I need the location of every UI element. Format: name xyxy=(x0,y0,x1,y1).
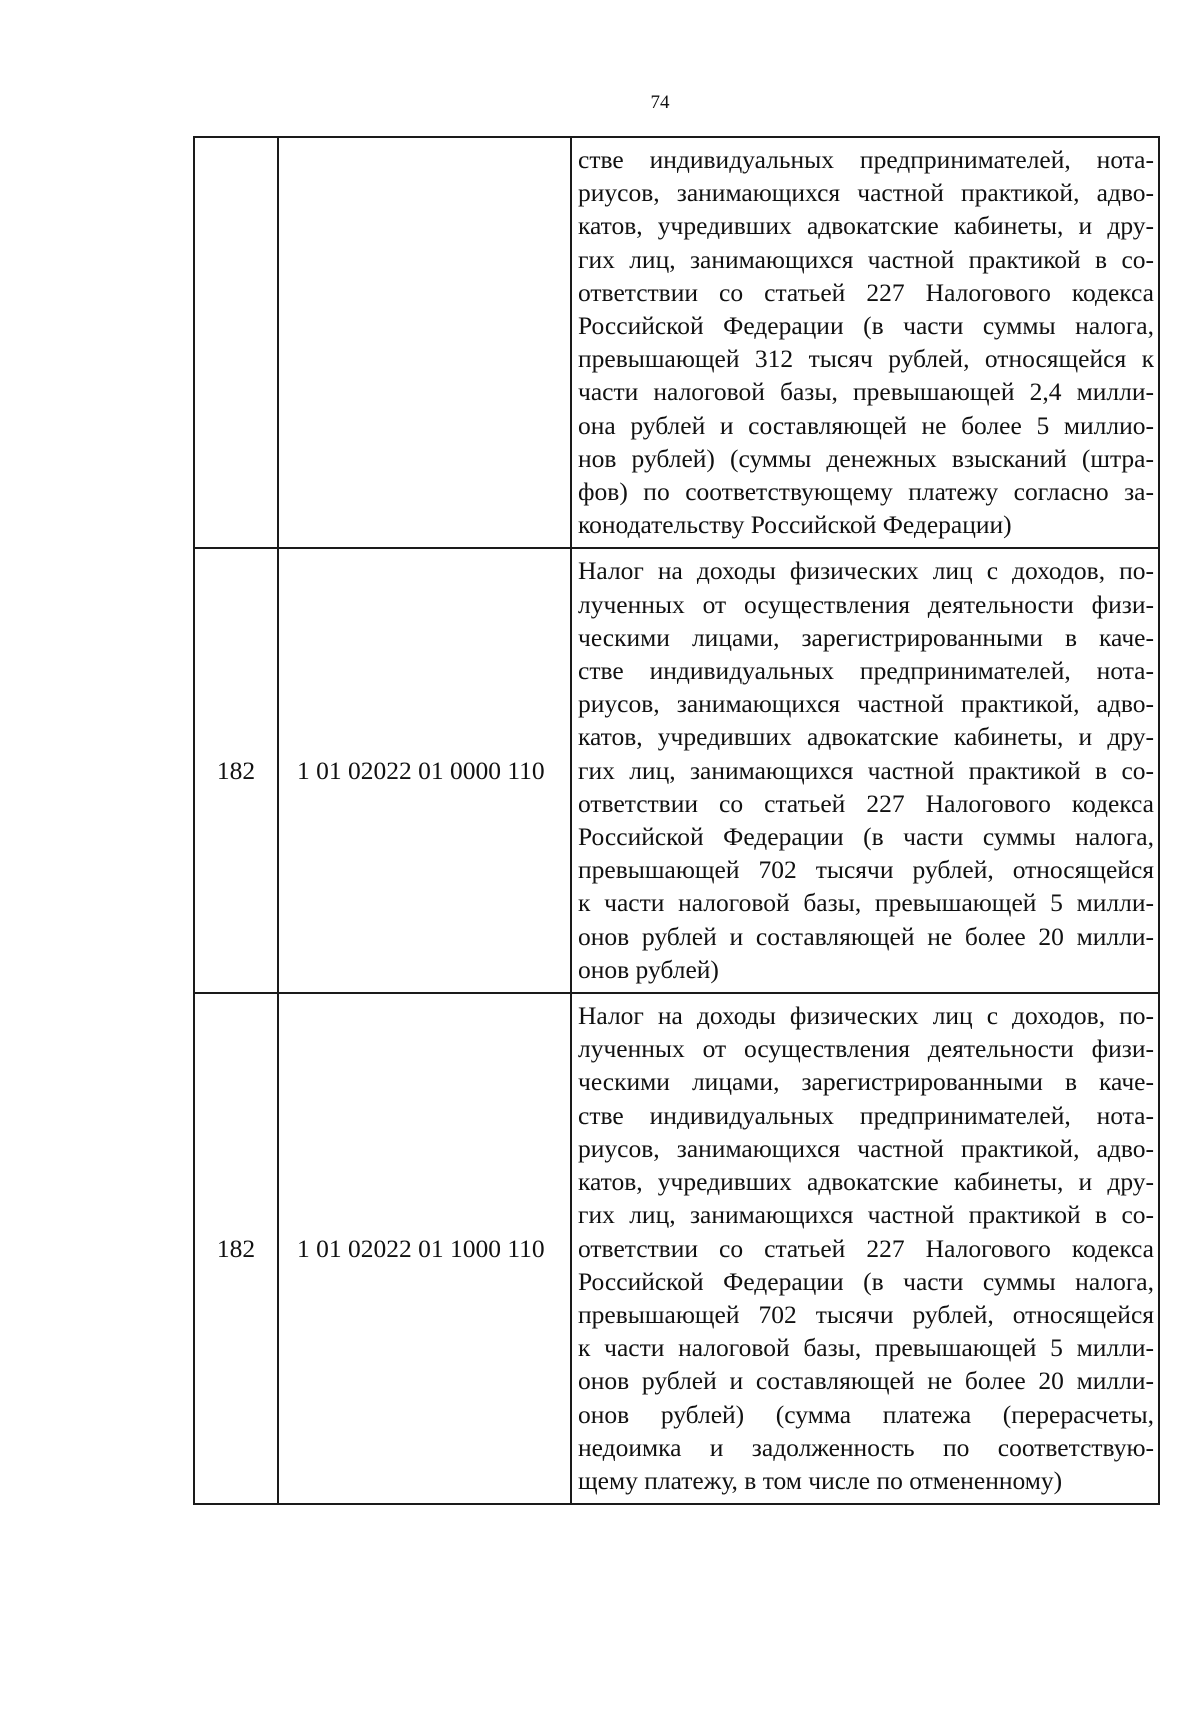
description-line: Российской Федерации (в части суммы налога, xyxy=(578,1266,1154,1296)
description-line: катов, учредивших адвокатские кабинеты, и дру- xyxy=(578,722,1154,752)
description-line: к части налоговой базы, превышающей 5 милли- xyxy=(578,1333,1154,1363)
description-line: ческими лицами, зарегистрированными в каче- xyxy=(578,1067,1154,1097)
description-line: части налоговой базы, превышающей 2,4 милли- xyxy=(578,377,1154,407)
description-line: онов рублей и составляющей не более 20 милли- xyxy=(578,921,1154,951)
page-number: 74 xyxy=(650,92,670,113)
description-line: к части налоговой базы, превышающей 5 милли- xyxy=(578,888,1154,918)
description-line: стве индивидуальных предпринимателей, нота- xyxy=(578,656,1154,686)
description-line: щему платежу, в том числе по отмененному) xyxy=(578,1465,1063,1495)
kbk-code-cell xyxy=(278,137,571,548)
description-line: ответствии со статьей 227 Налогового кодекса xyxy=(578,1233,1154,1263)
table-body xyxy=(194,137,1159,1504)
description-line: Российской Федерации (в части суммы налога, xyxy=(578,311,1154,341)
description-line: гих лиц, занимающихся частной практикой в со- xyxy=(578,755,1154,785)
description-line: ответствии со статьей 227 Налогового кодекса xyxy=(578,788,1154,818)
table-row xyxy=(194,993,1159,1504)
description-line: онов рублей) xyxy=(578,954,719,984)
description-line: риусов, занимающихся частной практикой, адво- xyxy=(578,689,1154,719)
description-line: она рублей и составляющей не более 5 миллио- xyxy=(578,410,1154,440)
admin-code-cell xyxy=(194,137,278,548)
description-line: стве индивидуальных предпринимателей, нота- xyxy=(578,1100,1154,1130)
description-line: конодательству Российской Федерации) xyxy=(578,510,1012,540)
description-line: риусов, занимающихся частной практикой, адво- xyxy=(578,1133,1154,1163)
description-cell xyxy=(571,548,1159,993)
kbk-code-cell: 1 01 02022 01 0000 110 xyxy=(278,548,571,993)
description-line: превышающей 702 тысячи рублей, относящейся xyxy=(578,855,1154,885)
description-line: онов рублей) (сумма платежа (перерасчеты, xyxy=(578,1399,1154,1429)
table-row xyxy=(194,548,1159,993)
description-line: превышающей 702 тысячи рублей, относящейся xyxy=(578,1299,1154,1329)
description-line: нов рублей) (суммы денежных взысканий (штра- xyxy=(578,443,1154,473)
description-line: ответствии со статьей 227 Налогового кодекса xyxy=(578,277,1154,307)
table-row xyxy=(194,137,1159,548)
description-line: превышающей 312 тысяч рублей, относящейся к xyxy=(578,344,1154,374)
description-line: лученных от осуществления деятельности физи- xyxy=(578,589,1154,619)
description-line: катов, учредивших адвокатские кабинеты, и дру- xyxy=(578,1167,1154,1197)
description-cell xyxy=(571,137,1159,548)
admin-code-cell: 182 xyxy=(194,993,278,1504)
description-line: ческими лицами, зарегистрированными в каче- xyxy=(578,622,1154,652)
description-line: стве индивидуальных предпринимателей, нота- xyxy=(578,145,1154,174)
description-line: катов, учредивших адвокатские кабинеты, и дру- xyxy=(578,211,1154,241)
description-line: онов рублей и составляющей не более 20 милли- xyxy=(578,1366,1154,1396)
description-line: фов) по соответствующему платежу согласно за- xyxy=(578,477,1154,507)
description-cell xyxy=(571,993,1159,1504)
description-line: недоимка и задолженность по соответствую- xyxy=(578,1432,1154,1462)
description-line: Налог на доходы физических лиц с доходов, по- xyxy=(578,556,1154,586)
description-line: лученных от осуществления деятельности физи- xyxy=(578,1034,1154,1064)
budget-classification-table xyxy=(193,136,1160,1505)
description-line: Российской Федерации (в части суммы налога, xyxy=(578,822,1154,852)
admin-code-cell: 182 xyxy=(194,548,278,993)
description-line: риусов, занимающихся частной практикой, адво- xyxy=(578,178,1154,208)
kbk-code-cell: 1 01 02022 01 1000 110 xyxy=(278,993,571,1504)
description-line: Налог на доходы физических лиц с доходов, по- xyxy=(578,1001,1154,1031)
description-line: гих лиц, занимающихся частной практикой в со- xyxy=(578,1200,1154,1230)
description-line: гих лиц, занимающихся частной практикой в со- xyxy=(578,244,1154,274)
